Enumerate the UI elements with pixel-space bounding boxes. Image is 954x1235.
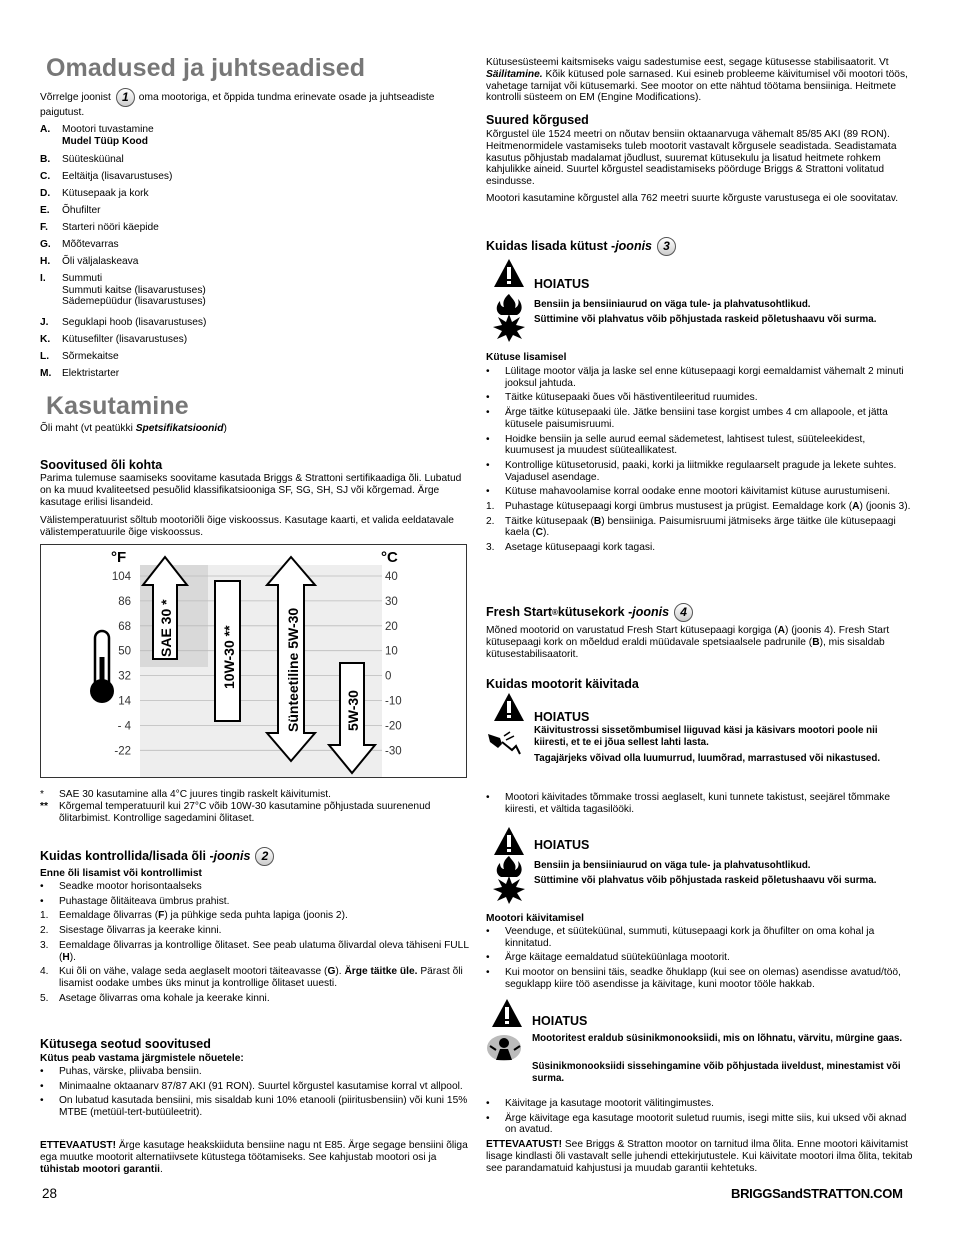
legend-key: B. [40, 154, 51, 165]
legend-text: Eeltäitja (lisavarustuses) [62, 171, 173, 182]
warning-kickback-text-2: Tagajärjeks võivad olla luumurrud, luumõrad, marrastused või nikastused. [534, 753, 881, 764]
legend-item [40, 171, 470, 188]
warning-label: HOIATUS [532, 1014, 588, 1028]
start-engine-step: • Veenduge, et süüteküünal, summuti, kütusepaagi kork ja õhufilter on oma kohal ja kinnitatud. [486, 926, 875, 949]
fahrenheit-tick: 104 [111, 571, 131, 583]
legend-key: A. [40, 124, 51, 135]
ventilation-item: • Ärge käivitage ega kasutage mootorit suletud ruumis, isegi mitte siis, kui uksed või aknad on avatud. [486, 1112, 907, 1136]
check-oil-step: 3. Eemaldage õlivarras ja kontrollige õlitaset. See peab ulatuma õlivardal oleva tähiseni FULL (H). [40, 939, 469, 963]
celsius-label: °C [381, 549, 398, 566]
oil-paragraph-1: Parima tulemuse saamiseks soovitame kasutada Briggs & Strattoni sertifikaadiga õli. Lubatud on ka muud kvaliteetsed pesuõlid klassifikatsiooniga SF, SG, SH, SJ või kõrgemad. Ärge kasutage erilisi lisandeid. [40, 473, 462, 508]
warning-co-text-2: Süsinikmonooksiidi sissehingamine võib põhjustada iiveldust, minestamist või surma. [532, 1061, 901, 1084]
warning-fire [486, 256, 914, 346]
legend-item [40, 239, 470, 256]
legend-item [40, 124, 470, 154]
legend-key: G. [40, 239, 51, 250]
fuel-subheading: Kütus peab vastama järgmistele nõuetele: [40, 1053, 244, 1064]
add-fuel-step: • Hoidke bensiin ja selle aurud eemal sädemetest, lahtisest tulest, süüteleekidest, kuumusest ja muudest süüteallikatest. [486, 433, 866, 457]
legend-text: Õhufilter [62, 205, 101, 216]
fire-icon [493, 292, 525, 316]
heading-fresh-start: Fresh Start ® kütusekork - joonis 4 [486, 603, 697, 622]
fuel-requirement: • Minimaalne oktaanarv 87/87 AKI (91 RON). Suurtel kõrgustel kasutamise korral vt allpool. [40, 1080, 463, 1092]
warning-triangle-icon [491, 998, 523, 1028]
fuel-caution: ETTEVAATUST! Ärge kasutage heakskiiduta bensiine nagu nt E85. Ärge segage bensiini õliga ega muutke mootorit alternatiivsete kütustega töötamiseks. See kahjustab mootori osi ja tühistab mootori garantii. [40, 1140, 468, 1175]
add-fuel-steps [486, 366, 914, 557]
heading-oil-recommendations: Soovitused õli kohta [40, 458, 163, 472]
legend-key: F. [40, 222, 48, 233]
fresh-start-paragraph: Mõned mootorid on varustatud Fresh Start kütusepaagi korgiga (A) (joonis 4). Fresh Start kütusepaagi kork on mõeldud eraldi müüdavale spetsiaalsele padrunile (B), mis sisaldab kütusestabilisaatorit. [486, 625, 890, 660]
add-fuel-step: • Kütuse mahavoolamise korral oodake enne mootori käivitamist kütuse aurustumiseni. [486, 486, 891, 498]
legend-text: Kütusepaak ja kork [62, 188, 149, 199]
add-fuel-step: • Lülitage mootor välja ja laske sel enne kütusepaagi korgi eemaldamist vähemalt 2 minuti jooksul jahtuda. [486, 366, 904, 389]
celsius-tick: 20 [385, 620, 398, 633]
legend-item [40, 368, 470, 385]
celsius-tick: 0 [385, 670, 392, 683]
warning-kickback-text-1: Käivitustrossi sissetõmbumisel liiguvad käsi ja käsivars mootori poole nii kiiresti, et te ei jõua sellest lahti lasta. [534, 725, 878, 748]
legend-text: Sõrmekaitse [62, 351, 119, 362]
celsius-tick: 40 [385, 571, 398, 583]
warning-fire-text-1: Bensiin ja bensiiniaurud on väga tule- ja plahvatusohtlikud. [534, 299, 811, 310]
altitude-paragraph-2: Mootori kasutamine kõrgustel alla 762 meetri suurte kõrguste varustusega ei ole soovitatav. [486, 193, 899, 204]
legend-item [40, 334, 470, 351]
warning-label: HOIATUS [534, 277, 590, 291]
legend-key: L. [40, 351, 50, 362]
figure-3-icon: 3 [657, 237, 676, 256]
legend-key: C. [40, 171, 51, 182]
legend-text: Mootori tuvastamine Mudel Tüüp Kood [62, 124, 154, 147]
parts-legend [40, 124, 470, 385]
add-fuel-step: 3. Asetage kütusepaagi kork tagasi. [486, 542, 656, 554]
legend-text: Süütesküünal [62, 154, 124, 165]
heading-add-fuel: Kuidas lisada kütust - joonis 3 [486, 237, 680, 256]
warning-triangle-icon [493, 692, 525, 722]
explosion-icon [493, 314, 525, 342]
fahrenheit-tick: -22 [114, 745, 131, 758]
viscosity-chart-svg [41, 545, 466, 777]
check-oil-step: • Seadke mootor horisontaalseks [40, 881, 202, 892]
legend-text: Summuti Summuti kaitse (lisavarustuses) Sädemepüüdur (lisavarustuses) [62, 273, 206, 307]
figure-1-icon: 1 [116, 88, 135, 107]
legend-item [40, 351, 470, 368]
oil-caution: ETTEVAATUST! See Briggs & Stratton mootor on tarnitud ilma õlita. Enne mootori käivitamist lisage kindlasti õli vastavalt selle juhendi ettekirjutustele. Kui käivitate mootori ilma õlita, tekitab see parandamatuid kahjustusi ja muudab garantii kehtetuks. [486, 1139, 913, 1174]
fahrenheit-tick: - 4 [117, 720, 131, 733]
legend-item [40, 188, 470, 205]
section-title-operation: Kasutamine [46, 392, 189, 420]
celsius-tick: -10 [385, 695, 402, 708]
add-fuel-step: 2. Täitke kütusepaak (B) bensiiniga. Paisumisruumi jätmiseks ärge täitke üle kütusepaagi kaela (C). [486, 515, 896, 539]
legend-key: E. [40, 205, 50, 216]
fuel-requirement: • Puhas, värske, pliivaba bensiin. [40, 1066, 202, 1077]
check-oil-step: 4. Kui õli on vähe, valage seda aeglaselt mootori täiteavasse (G). Ärge täitke üle. Pärast õli lisamist oodake umbes üks minut ja kontrollige õlitaset uuesti. [40, 966, 463, 989]
fire-icon [493, 854, 525, 878]
check-oil-step: 1. Eemaldage õlivarras (F) ja pühkige seda puhta lapiga (joonis 2). [40, 910, 348, 922]
pull-cord-item: • Mootori käivitades tõmmake trossi aeglaselt, kuni tunnete takistust, seejärel tõmmake kiiresti, et vältida tagasilööki. [486, 792, 891, 815]
figure-2-icon: 2 [255, 847, 274, 866]
legend-item [40, 273, 470, 317]
fahrenheit-tick: 86 [118, 595, 131, 608]
celsius-tick: -20 [385, 720, 402, 733]
pull-cord-note [486, 792, 914, 818]
warning-label: HOIATUS [534, 838, 590, 852]
warning-co-text-1: Mootoritest eraldub süsinikmonooksiidi, mis on lõhnatu, värvitu, mürgine gaas. [532, 1033, 903, 1044]
celsius-tick: -30 [385, 745, 402, 758]
legend-text: Seguklapi hoob (lisavarustuses) [62, 317, 207, 328]
fahrenheit-tick: 50 [118, 645, 131, 658]
warning-label: HOIATUS [534, 710, 590, 724]
fahrenheit-tick: 14 [118, 695, 131, 708]
legend-key: H. [40, 256, 51, 267]
legend-item [40, 222, 470, 239]
toxic-fumes-icon [486, 1032, 522, 1064]
check-oil-steps [40, 881, 470, 1007]
warning-fire-2-text-2: Süttimine või plahvatus võib põhjustada raskeid põletushaavu või surma. [534, 875, 877, 886]
celsius-tick: 10 [385, 645, 398, 658]
check-oil-subheading: Enne õli lisamist või kontrollimist [40, 868, 202, 879]
legend-key: J. [40, 317, 49, 328]
check-oil-step: 2. Sisestage õlivarras ja keerake kinni. [40, 925, 222, 937]
brand-url: BRIGGSandSTRATTON.COM [731, 1186, 903, 1201]
explosion-icon [493, 876, 525, 904]
start-engine-subheading: Mootori käivitamisel [486, 913, 584, 924]
recoil-hand-icon [486, 728, 526, 758]
start-engine-step: • Kui mootor on bensiini täis, seadke õhuklapp (kui see on olemas) asendisse avatud/töö, seguklapp kiire töö asendisse ja käivitage, kuni mootor tööle hakkab. [486, 967, 901, 990]
legend-item [40, 317, 470, 334]
legend-text: Starteri nööri käepide [62, 222, 159, 233]
features-intro: Võrrelge joonist 1 oma mootoriga, et õppida tundma erinevate osade ja juhtseadiste paigutust. [40, 90, 435, 118]
heading-fuel: Kütusega seotud soovitused [40, 1037, 211, 1051]
page-number: 28 [42, 1186, 58, 1201]
heading-check-oil: Kuidas kontrollida/lisada õli - joonis 2 [40, 847, 278, 866]
add-fuel-step: 1. Puhastage kütusepaagi korgi ümbrus mustusest ja prügist. Eemaldage kork (A) (joonis 3). [486, 501, 911, 513]
legend-key: I. [40, 273, 46, 284]
legend-item [40, 154, 470, 171]
footnote-2: ** Kõrgemal temperatuuril kui 27°C võib 10W-30 kasutamine põhjustada suurenenud õlitarbimist. Kontrollige sagedamini õlitaset. [40, 801, 431, 824]
fuel-stabilizer-paragraph: Kütusesüsteemi kaitsmiseks vaigu sadestumise eest, segage kütusesse stabilisaatorit. Vt Säilitamine. Kõik kütused pole sarnased. Kui esineb probleeme käivitumisel või mootori töös, vahetage tarnijat või kütusemarki. See mootor on ette nähtud töötama bensiiniga. Heitmete kontrolli süsteem on EM (Engine Modifications). [486, 57, 908, 104]
sae30-label: SAE 30 * [158, 599, 174, 657]
oil-capacity-note: Õli maht (vt peatükki Spetsifikatsioonid) [40, 423, 227, 434]
check-oil-step: • Puhastage õlitäiteava ümbrus prahist. [40, 895, 230, 907]
ventilation-notes [486, 1098, 914, 1139]
fuel-requirement: • On lubatud kasutada bensiini, mis sisaldab kuni 10% etanooli (piiritusbensiin) või kuni 15% MTBE (metüül-tert-butüüleetrit). [40, 1095, 468, 1119]
viscosity-chart [40, 544, 467, 778]
fahrenheit-ticks [112, 571, 132, 757]
check-oil-step: 5. Asetage õlivarras oma kohale ja keerake kinni. [40, 992, 270, 1004]
start-engine-steps [486, 926, 914, 994]
fahrenheit-tick: 32 [118, 670, 131, 683]
heading-high-altitude: Suured kõrgused [486, 113, 589, 127]
warning-kickback [486, 690, 914, 782]
celsius-tick: 30 [385, 595, 398, 608]
legend-item [40, 256, 470, 273]
legend-item [40, 205, 470, 222]
add-fuel-step: • Kontrollige kütusetorusid, paaki, korki ja liitmikke regulaarselt pragude ja lekete suhtes. Vajadusel asendage. [486, 459, 897, 483]
figure-4-icon: 4 [674, 603, 693, 622]
add-fuel-subheading: Kütuse lisamisel [486, 352, 567, 363]
warning-triangle-icon [493, 826, 525, 856]
synthetic-5w30-label: Sünteetiline 5W-30 [285, 607, 301, 732]
footnote-1: * SAE 30 kasutamine alla 4°C juures tingib raskelt käivitumist. [40, 789, 331, 800]
warning-carbon-monoxide [486, 996, 914, 1088]
warning-triangle-icon [493, 258, 525, 288]
5w30-label: 5W-30 [345, 690, 361, 731]
legend-key: D. [40, 188, 51, 199]
heading-start-engine: Kuidas mootorit käivitada [486, 677, 639, 691]
fahrenheit-label: °F [111, 549, 127, 566]
10w30-bar [215, 581, 240, 721]
legend-text: Kütusefilter (lisavarustuses) [62, 334, 188, 345]
oil-paragraph-2: Välistemperatuurist sõltub mootoriõli õige viskoossus. Kasutage kaarti, et valida eeldatavale välistemperatuurile õige viskoossus. [40, 515, 454, 538]
fahrenheit-tick: 68 [118, 620, 131, 633]
section-title-features: Omadused ja juhtseadised [46, 54, 366, 82]
altitude-paragraph-1: Kõrgustel üle 1524 meetri on nõutav bensiin oktaanarvuga vähemalt 85/85 AKI (89 RON). Heitmenormidele vastamiseks tuleb mootorit vastavalt kõrgusele seadistada. Seadistamata kasutus põhjustab madalamat jõudlust, suuremat kütusekulu ja lisatud heitmete rohkem kahjulikke aineid. Suurtel kõrgustel seadistamiseks pöörduge Briggs & Strattoni volitatud esindusse. [486, 129, 897, 188]
fuel-requirements [40, 1066, 470, 1122]
legend-key: M. [40, 368, 52, 379]
legend-text: Õli väljalaskeava [62, 256, 139, 267]
start-engine-step: • Ärge käitage eemaldatud süüteküünlaga mootorit. [486, 952, 730, 964]
warning-fire-text-2: Süttimine või plahvatus võib põhjustada raskeid põletushaavu või surma. [534, 314, 877, 325]
ventilation-item: • Käivitage ja kasutage mootorit välitingimustes. [486, 1098, 714, 1109]
legend-key: K. [40, 334, 51, 345]
warning-fire-2-text-1: Bensiin ja bensiiniaurud on väga tule- ja plahvatusohtlikud. [534, 860, 811, 871]
warning-fire-2 [486, 824, 914, 904]
legend-text: Elektristarter [62, 368, 120, 379]
celsius-ticks [385, 571, 402, 757]
legend-text: Mõõtevarras [62, 239, 119, 250]
add-fuel-step: • Ärge täitke kütusepaaki üle. Jätke bensiini tase korgist umbes 4 cm allapoole, et jätta kütusele paisumisruumi. [486, 407, 888, 430]
10w30-label: 10W-30 ** [221, 625, 237, 689]
add-fuel-step: • Täitke kütusepaaki õues või hästiventileeritud ruumides. [486, 392, 758, 404]
thermometer-icon [90, 631, 114, 703]
